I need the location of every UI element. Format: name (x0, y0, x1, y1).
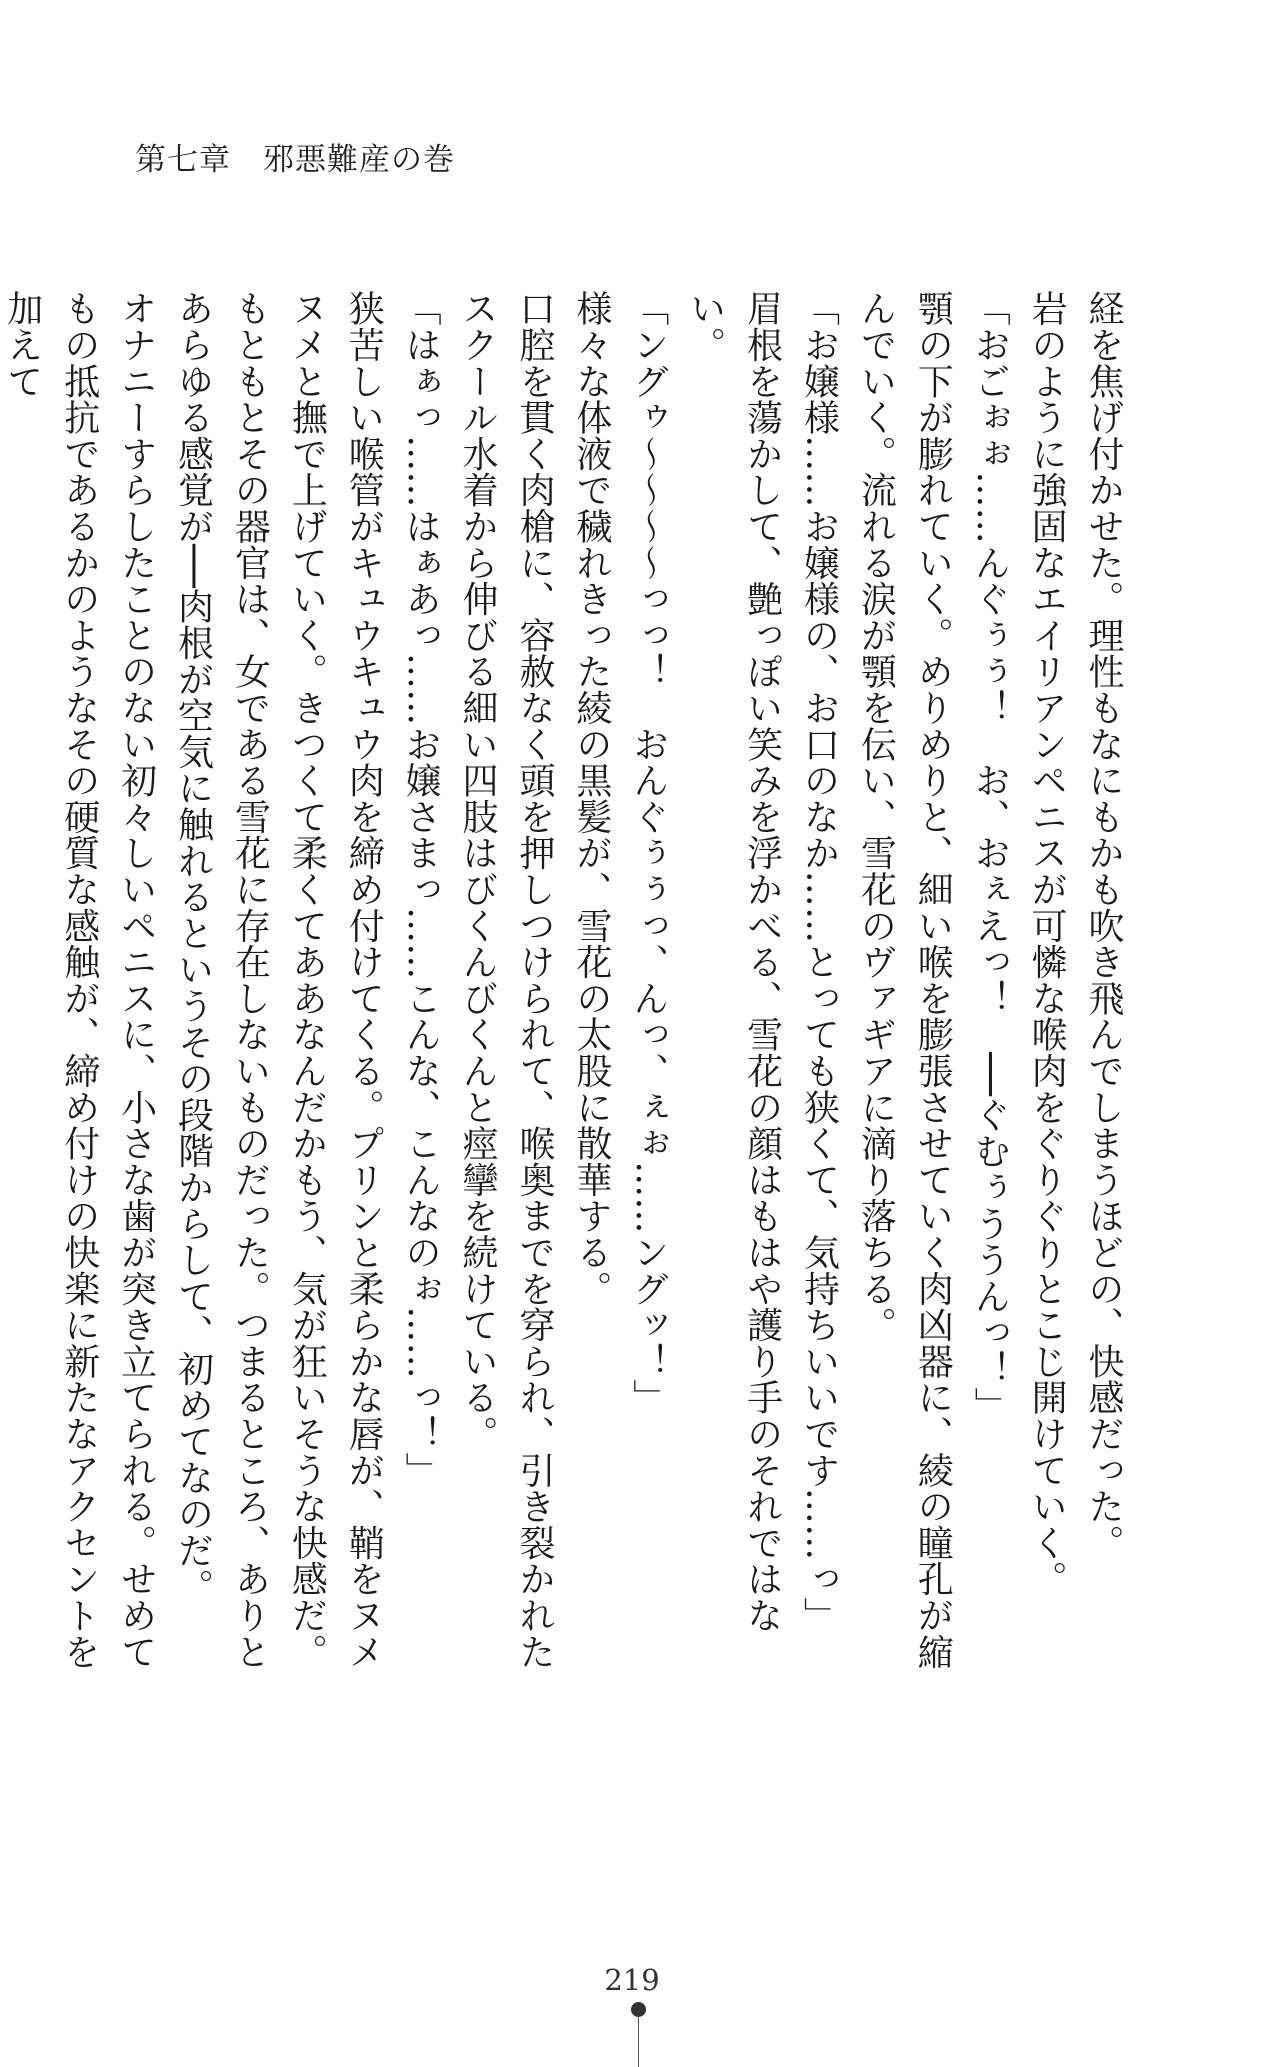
chapter-title: 第七章 邪悪難産の巻 (135, 142, 455, 178)
paragraph: もともとその器官は、女である雪花に存在しないものだった。つまるところ、ありとあらゆる感覚が──肉根が空気に触れるというその段階からして、初めてなのだ。 (172, 290, 271, 1670)
paragraph: 「お嬢様……お嬢様の、お口のなか……とっても狭くて、気持ちいいです……っ」 (798, 290, 840, 1634)
paragraph: 狭苦しい喉管がキュウキュウ肉を締め付けてくる。プリンと柔らかな唇が、鞘をヌメヌメと撫で上げていく。きつくて柔くてああなんだかもう、気が狂いそうな快感だ。 (286, 290, 385, 1670)
page-marker-line (638, 2017, 639, 2067)
paragraph: 「ングゥ〜〜〜〜っっ！ おんぐぅぅっ、んっ、ぇぉ……ングッ！」 (627, 290, 669, 1416)
paragraph: オナニーすらしたことのない初々しいペニスに、小さな歯が突き立てられる。せめてもの抵抗であるかのようなその硬質な感触が、締め付けの快楽に新たなアクセントを加えて (1, 290, 157, 1670)
paragraph: 経を焦げ付かせた。理性もなにもかも吹き飛んでしまうほどの、快感だった。 (1083, 290, 1124, 1561)
paragraph: 眉根を蕩かして、艶っぽい笑みを浮かべる、雪花の顔はもはや護り手のそれではない。 (684, 290, 783, 1634)
paragraph: 顎の下が膨れていく。めりめりと、細い喉を膨張させていく肉凶器に、綾の瞳孔が縮んでいく。流れる涙が顎を伝い、雪花のヴァギアに滴り落ちる。 (855, 290, 954, 1670)
paragraph: 様々な体液で穢れきった綾の黒髪が、雪花の太股に散華する。 (570, 290, 612, 1307)
paragraph: 「おごぉぉ……んぐぅぅ！ お、おぇえっ！ ──ぐむぅううんっ！」 (969, 290, 1011, 1423)
paragraph: 「はぁっ……はぁあっ……お嬢さまっ……こんな、こんなのぉ……っ！」 (400, 290, 442, 1488)
paragraph: 口腔を貫く肉槍に、容赦なく頭を押しつけられて、喉奥までを穿られ、引き裂かれたスクール水着から伸びる細い四肢はびくんびくんと痙攣を続けている。 (457, 290, 555, 1670)
page-number: 219 (604, 1963, 660, 1997)
body-text (0, 290, 1131, 1700)
page-marker-dot (631, 2002, 646, 2017)
paragraph: 岩のように強固なエイリアンペニスが可憐な喉肉をぐりぐりとこじ開けていく。 (1026, 290, 1068, 1597)
